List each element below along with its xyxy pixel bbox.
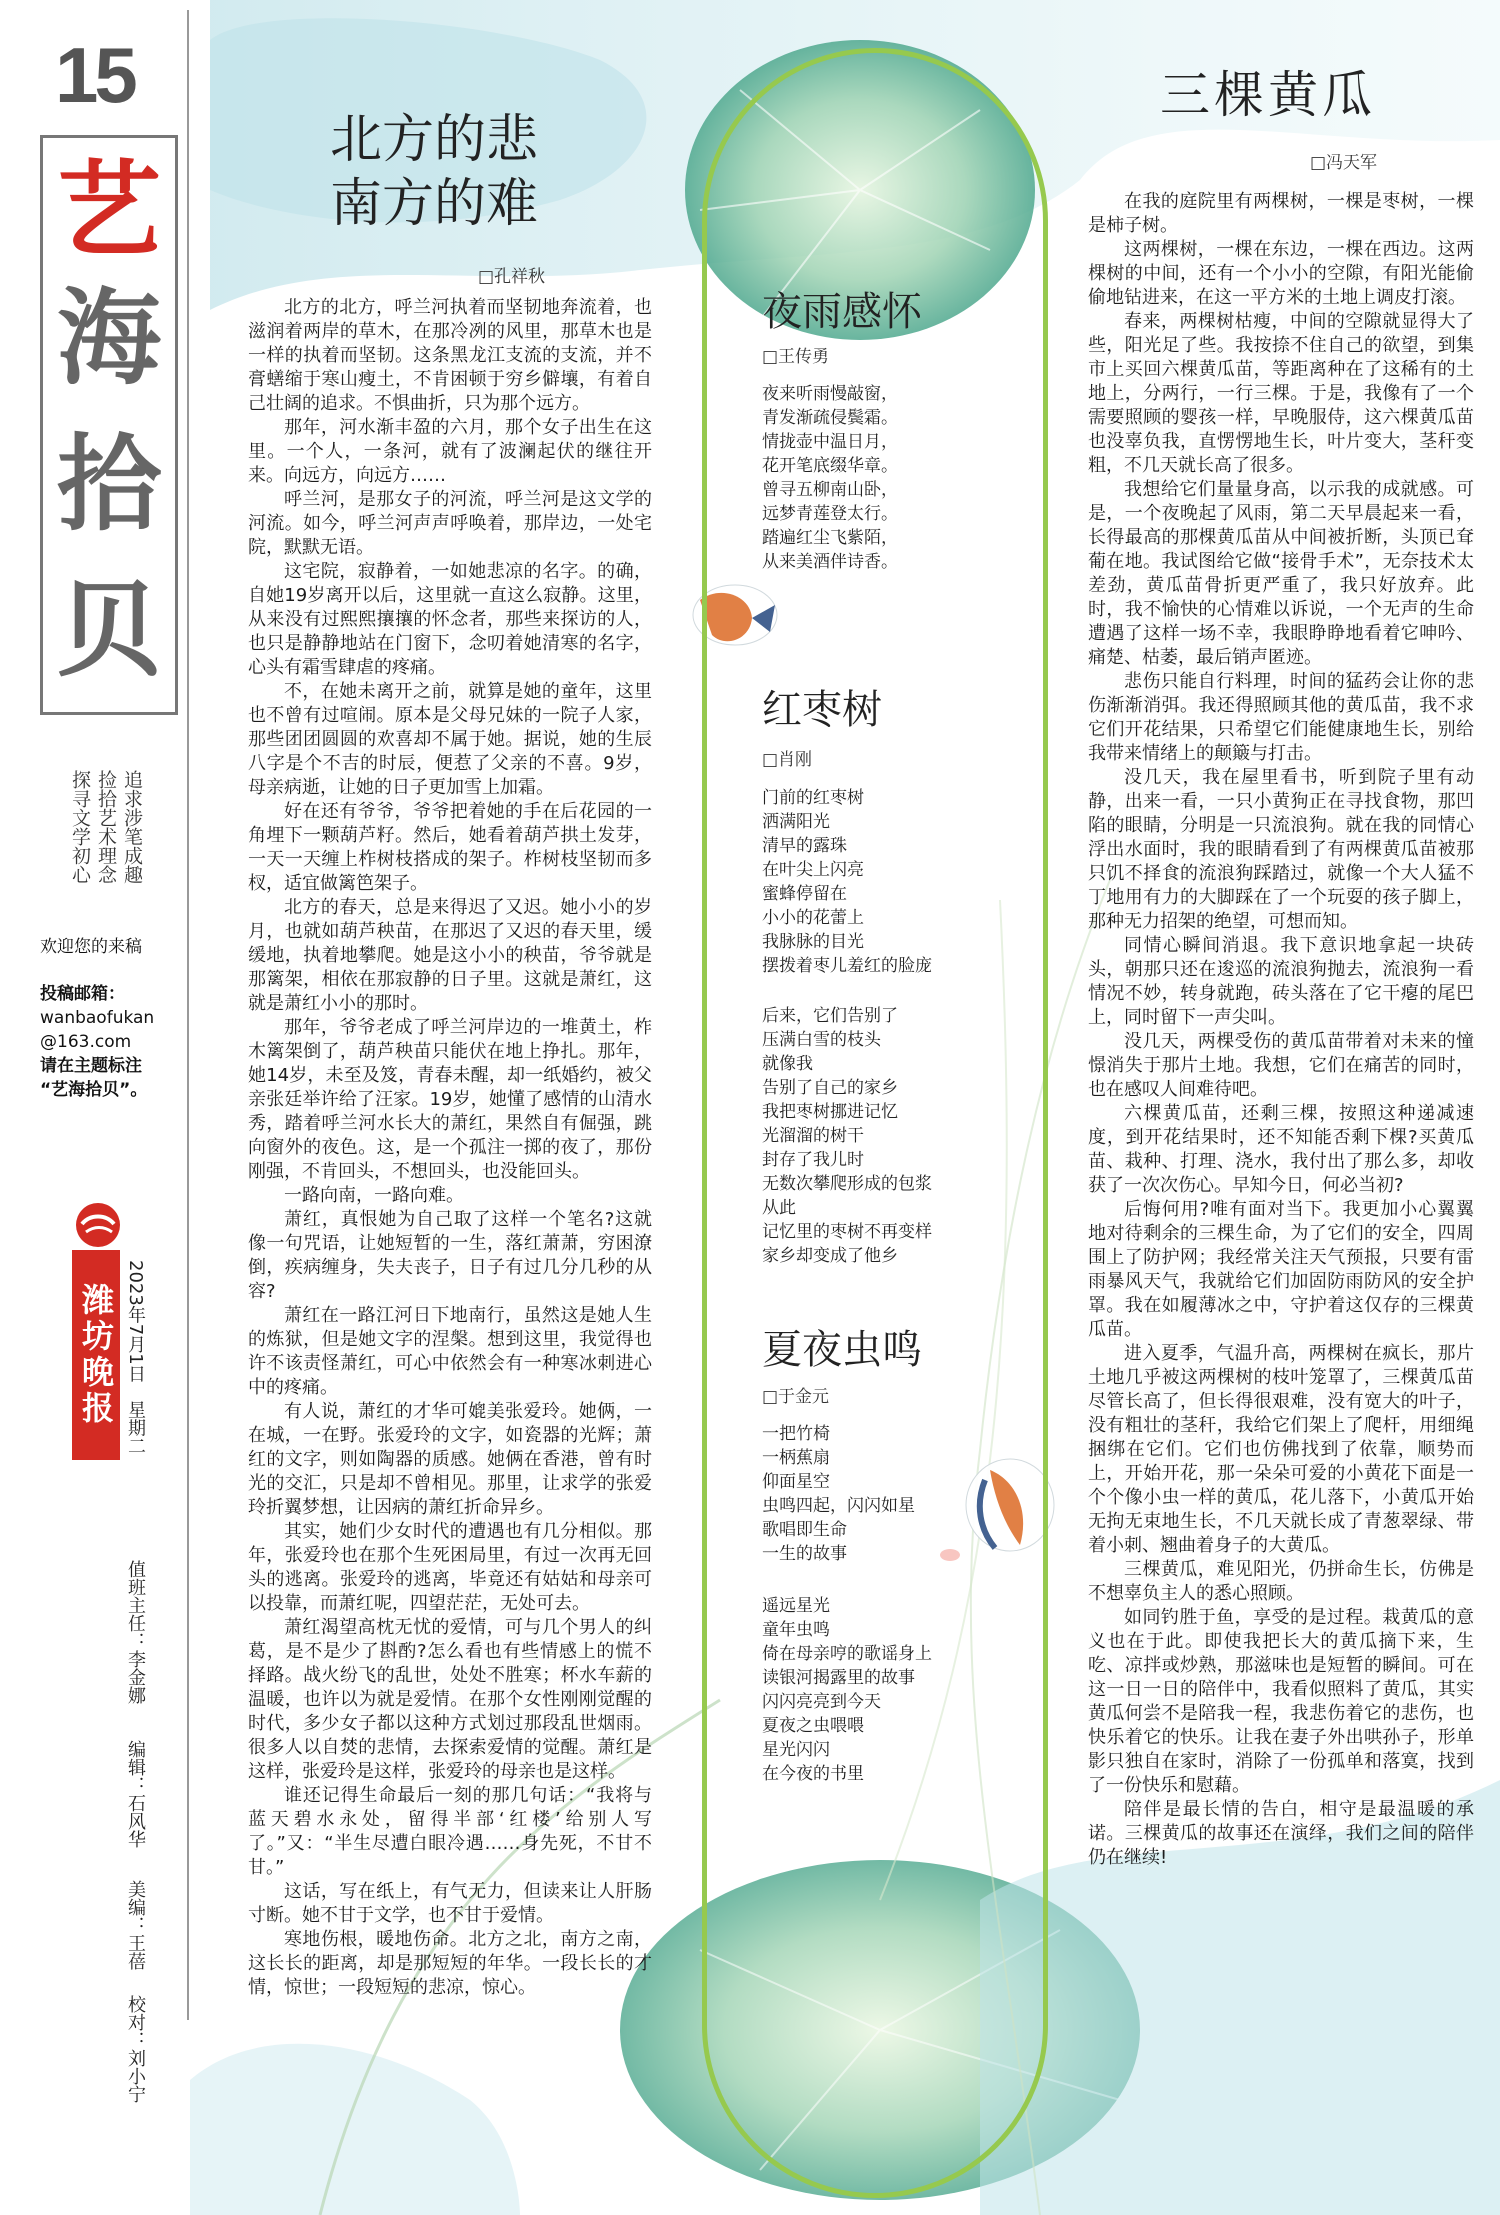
article3-paragraph: 六棵黄瓜苗，还剩三棵，按照这种递减速度，到开花结果时，还不知能否剩下棵?买黄瓜苗、栽种、打理、浇水，我付出了那么多，却收获了一次次伤心。早知今日，何必当初?	[1088, 1103, 1474, 1196]
article1-title	[330, 108, 538, 236]
issue-weekday: 星期二	[125, 1400, 146, 1455]
poem3-line: 读银河揭露里的故事	[762, 1668, 915, 1688]
article1-paragraph: 萧红，真恨她为自己取了这样一个笔名?这就像一句咒语，让她短暂的一生，落红萧萧，穷困潦倒，疾病缠身，失夫丧子，日子有过几分几秒的从容?	[248, 1209, 652, 1302]
poem2-line: 在叶尖上闪亮	[762, 860, 864, 880]
poem3-author: □于金元	[762, 1387, 830, 1407]
weifang-evening-news-logo-icon	[70, 1200, 126, 1250]
article3-paragraph: 悲伤只能自行料理，时间的猛药会让你的悲伤渐渐消弭。我还得照顾其他的黄瓜苗，我不求它们开花结果，只希望它们能健康地生长，别给我带来情绪上的颠簸与打击。	[1088, 671, 1474, 764]
article1-paragraph: 北方的春天，总是来得迟了又迟。她小小的岁月，也就如葫芦秧苗，在那迟了又迟的春天里，缓缓地，执着地攀爬。她是这小小的秧苗，爷爷就是那篱架，相依在那寂静的日子里。这就是萧红，这就是萧红小小的那时。	[248, 897, 652, 1014]
page-number: 15	[55, 31, 134, 119]
poem3-line: 歌唱即生命	[762, 1520, 847, 1540]
article3-paragraph: 进入夏季，气温升高，两棵树在疯长，那片土地几乎被这两棵树的枝叶笼罩了，三棵黄瓜苗尽管长高了，但长得很艰难，没有宽大的叶子，没有粗壮的茎秆，我给它们架上了爬杆，用细绳捆绑在它们。它们也仿佛找到了依靠，顺势而上，开始开花，那一朵朵可爱的小黄花下面是一个个像小虫一样的黄瓜，花儿落下，小黄瓜开始无拘无束地生长，不几天就长成了青葱翠绿、带着小刺、翘曲着身子的大黄瓜。	[1088, 1343, 1474, 1556]
poem2-line: 从此	[762, 1198, 796, 1218]
article3-paragraph: 三棵黄瓜，难见阳光，仍拼命生长，仿佛是不想辜负主人的悉心照顾。	[1088, 1559, 1474, 1604]
article1-paragraph: 寒地伤根，暖地伤命。北方之北，南方之南，这长长的距离，却是那短短的年华。一段长长的才情，惊世；一段短短的悲凉，惊心。	[248, 1929, 652, 1998]
article1-paragraph: 萧红渴望高枕无忧的爱情，可与几个男人的纠葛，是不是少了斟酌?怎么看也有些情感上的慌不择路。战火纷飞的乱世，处处不胜寒；杯水车薪的温暖，也许以为就是爱情。在那个女性刚刚觉醒的时代，多少女子都以这种方式划过那段乱世烟雨。很多人以自焚的悲情，去探索爱情的觉醒。萧红是这样，张爱玲是这样，张爱玲的母亲也是这样。	[248, 1617, 652, 1782]
poem1-line: 远梦青莲登太行。	[762, 504, 898, 524]
poem3-title: 夏夜虫鸣	[762, 1327, 922, 1373]
poem1-lines	[762, 382, 898, 574]
poem2-line: 摆拨着枣儿羞红的脸庞	[762, 956, 932, 976]
newspaper-name: 潍坊晚报	[72, 1250, 120, 1460]
poem3-line: 一柄蕉扇	[762, 1448, 830, 1468]
article1-paragraph: 有人说，萧红的才华可媲美张爱玲。她俩，一在城，一在野。张爱玲的文字，如瓷器的光辉；萧红的文字，则如陶器的质感。她俩在香港，曾有时光的交汇，只是却不曾相见。那里，让求学的张爱玲折翼梦想，让因病的萧红折命异乡。	[248, 1401, 652, 1518]
article1-paragraph: 这宅院，寂静着，一如她悲凉的名字。的确，自她19岁离开以后，这里就一直这么寂静。这里，从来没有过熙熙攘攘的怀念者，那些来探访的人，也只是静静地站在门窗下，念叨着她清寒的名字，心头有霜雪肆虐的疼痛。	[248, 561, 652, 678]
email-label: 投稿邮箱：	[40, 984, 125, 1004]
submission-note-2: “艺海拾贝”。	[40, 1080, 148, 1100]
email-line-1: wanbaofukan	[40, 1008, 155, 1028]
welcome-text: 欢迎您的来稿	[40, 937, 142, 957]
poem1-line: 从来美酒伴诗香。	[762, 552, 898, 572]
poem3-line: 闪闪亮亮到今天	[762, 1692, 881, 1712]
article1-paragraph: 那年，爷爷老成了呼兰河岸边的一堆黄土，柞木篱架倒了，葫芦秧苗只能伏在地上挣扎。那年，她14岁，未至及笈，青春未醒，却一纸婚约，被父亲张廷举许给了汪家。19岁，她懂了感情的山清水秀，踏着呼兰河水长大的萧红，果然自有倔强，跳向窗外的夜色。这，是一个孤注一掷的夜了，那份刚强，不肯回头，不想回头，也没能回头。	[248, 1017, 652, 1182]
poem2-line: 我脉脉的目光	[762, 932, 864, 952]
poem2-line: 家乡却变成了他乡	[762, 1246, 898, 1266]
article1-paragraph: 谁还记得生命最后一刻的那几句话：“我将与蓝天碧水永处，留得半部‘红楼’给别人写了。”又：“半生尽遭白眼冷遇……身先死，不甘不甘。”	[248, 1785, 652, 1878]
article1-paragraph: 不，在她未离开之前，就算是她的童年，这里也不曾有过喧闹。原本是父母兄妹的一院子人家，那些团团圆圆的欢喜却不属于她。据说，她的生辰八字是个不吉的时辰，便惹了父亲的不喜。9岁，母亲病逝，让她的日子更加雪上加霜。	[248, 681, 652, 798]
article1-paragraph: 萧红在一路江河日下地南行，虽然这是她人生的炼狱，但是她文字的涅槃。想到这里，我觉得也许不该责怪萧红，可心中依然会有一种寒冰刺进心中的疼痛。	[248, 1305, 652, 1398]
poem2-line: 告别了自己的家乡	[762, 1078, 898, 1098]
article1-body	[248, 296, 652, 2000]
proofreader: 校对：刘小宁	[125, 1995, 146, 2103]
motto-line-3: 探寻文学初心	[69, 770, 91, 884]
poem2-line: 压满白雪的枝头	[762, 1030, 881, 1050]
poem2-author: □肖刚	[762, 750, 813, 770]
poem2-line: 洒满阳光	[762, 812, 830, 832]
article1-paragraph: 呼兰河，是那女子的河流，呼兰河是这文学的河流。如今，呼兰河声声呼唤着，那岸边，一处宅院，默默无语。	[248, 489, 652, 558]
poem3-line: 一把竹椅	[762, 1424, 830, 1444]
poem2-line: 光溜溜的树干	[762, 1126, 864, 1146]
column-title-char-4: 贝	[56, 568, 161, 691]
email-line-2: @163.com	[40, 1032, 132, 1052]
article1-title-line-1: 北方的悲	[330, 110, 539, 170]
poem3-stanza-1	[762, 1422, 915, 1566]
poem1-title: 夜雨感怀	[762, 289, 922, 335]
poem3-stanza-2	[762, 1594, 932, 1786]
poem2-line: 清早的露珠	[762, 836, 847, 856]
poem1-line: 情拢壶中温日月，	[762, 432, 898, 452]
poem3-line: 倚在母亲哼的歌谣身上	[762, 1644, 932, 1664]
poem1-line: 花开笔底缀华章。	[762, 456, 898, 476]
poem1-line: 夜来听雨慢敲窗，	[762, 384, 898, 404]
article3-paragraph: 陪伴是最长情的告白，相守是最温暖的承诺。三棵黄瓜的故事还在演绎，我们之间的陪伴仍在继续!	[1088, 1799, 1474, 1868]
poem2-line: 我把枣树挪进记忆	[762, 1102, 898, 1122]
submission-note-1: 请在主题标注	[40, 1056, 142, 1076]
poem3-line: 遥远星光	[762, 1596, 830, 1616]
article3-paragraph: 春来，两棵树枯瘦，中间的空隙就显得大了些，阳光足了些。我按捺不住自己的欲望，到集市上买回六棵黄瓜苗，等距离种在了这稀有的土地上，分两行，一行三棵。于是，我像有了一个需要照顾的婴孩一样，早晚服侍，这六棵黄瓜苗也没辜负我，直愣愣地生长，叶片变大，茎秆变粗，不几天就长高了很多。	[1088, 311, 1474, 476]
poem2-line: 记忆里的枣树不再变样	[762, 1222, 932, 1242]
article3-paragraph: 我想给它们量量身高，以示我的成就感。可是，一个夜晚起了风雨，第二天早晨起来一看，长得最高的那棵黄瓜苗从中间被折断，头顶已耷葡在地。我试图给它做“接骨手术”，无奈技术太差劲，黄瓜苗骨折更严重了，我只好放弃。此时，我不愉快的心情难以诉说，一个无声的生命遭遇了这样一场不幸，我眼睁睁地看着它呻吟、痛楚、枯萎，最后销声匿迹。	[1088, 479, 1474, 668]
article1-title-line-2: 南方的难	[330, 174, 539, 234]
poem3-line: 虫鸣四起，闪闪如星	[762, 1496, 915, 1516]
motto-line-1: 追求涉笔成趣	[121, 770, 143, 884]
poem3-line: 童年虫鸣	[762, 1620, 830, 1640]
poem2-stanza-1	[762, 786, 932, 978]
column-title-char-3: 拾	[56, 422, 161, 545]
article3-paragraph: 后悔何用?唯有面对当下。我更加小心翼翼地对待剩余的三棵生命，为了它们的安全，四周围上了防护网；我经常关注天气预报，只要有雷雨暴风天气，我就给它们加固防雨防风的安全护罩。我在如履薄冰之中，守护着这仅存的三棵黄瓜苗。	[1088, 1199, 1474, 1340]
poem3-line: 星光闪闪	[762, 1740, 830, 1760]
poem2-line: 就像我	[762, 1054, 813, 1074]
poem1-line: 曾寻五柳南山卧，	[762, 480, 898, 500]
poem2-line: 无数次攀爬形成的包浆	[762, 1174, 932, 1194]
poem1-author: □王传勇	[762, 347, 830, 367]
article3-body	[1088, 190, 1474, 1870]
article3-paragraph: 同情心瞬间消退。我下意识地拿起一块砖头，朝那只还在逡巡的流浪狗抛去，流浪狗一看情况不妙，转身就跑，砖头落在了它干瘪的尾巴上，同时留下一声尖叫。	[1088, 935, 1474, 1028]
poem1-line: 青发渐疏侵鬓霜。	[762, 408, 898, 428]
poem3-line: 在今夜的书里	[762, 1764, 864, 1784]
poem2-line: 小小的花蕾上	[762, 908, 864, 928]
article1-paragraph: 好在还有爷爷，爷爷把着她的手在后花园的一角埋下一颗葫芦籽。然后，她看着葫芦拱土发芽，一天一天缠上柞树枝搭成的架子。柞树枝坚韧而多杈，适宜做篱笆架子。	[248, 801, 652, 894]
duty-editor: 值班主任：李金娜	[125, 1560, 146, 1704]
article3-paragraph: 没几天，两棵受伤的黄瓜苗带着对未来的憧憬消失于那片土地。我想，它们在痛苦的同时，也在感叹人间难待吧。	[1088, 1031, 1474, 1100]
article3-paragraph: 在我的庭院里有两棵树，一棵是枣树，一棵是柿子树。	[1088, 191, 1474, 236]
article3-title: 三棵黄瓜	[1160, 66, 1376, 124]
art-editor: 美编：王蓓	[125, 1880, 146, 1970]
poem2-line: 门前的红枣树	[762, 788, 864, 808]
motto-line-2: 捡拾艺术理念	[95, 770, 117, 884]
column-title-char-2: 海	[56, 276, 161, 399]
article3-paragraph: 如同钓胜于鱼，享受的是过程。栽黄瓜的意义也在于此。即使我把长大的黄瓜摘下来，生吃、凉拌或炒熟，那滋味也是短暂的瞬间。可在这一日一日的陪伴中，我看似照料了黄瓜，其实黄瓜何尝不是陪我一程，我悲伤着它的悲伤，也快乐着它的快乐。让我在妻子外出哄孙子，形单影只独自在家时，消除了一份孤单和落寞，找到了一份快乐和慰藉。	[1088, 1607, 1474, 1796]
poem3-line: 一生的故事	[762, 1544, 847, 1564]
article1-paragraph: 其实，她们少女时代的遭遇也有几分相似。那年，张爱玲也在那个生死困局里，有过一次再无回头的逃离。张爱玲的逃离，毕竟还有姑姑和母亲可以投靠，而萧红呢，四望茫茫，无处可去。	[248, 1521, 652, 1614]
editor: 编辑：石风华	[125, 1740, 146, 1848]
bottom-left-wash	[190, 2044, 520, 2215]
poem2-line: 封存了我儿时	[762, 1150, 864, 1170]
poem2-stanza-2	[762, 1004, 932, 1268]
article3-paragraph: 这两棵树，一棵在东边，一棵在西边。这两棵树的中间，还有一个小小的空隙，有阳光能偷偷地钻进来，在这一平方米的土地上调皮打滚。	[1088, 239, 1474, 308]
poem3-line: 夏夜之虫喂喂	[762, 1716, 864, 1736]
article1-paragraph: 一路向南，一路向难。	[284, 1185, 464, 1206]
article3-author: □冯天军	[1310, 153, 1378, 173]
column-title-char-1: 艺	[56, 148, 161, 271]
poem1-line: 踏遍红尘飞紫陌，	[762, 528, 898, 548]
poem2-line: 蜜蜂停留在	[762, 884, 847, 904]
article1-paragraph: 这话，写在纸上，有气无力，但读来让人肝肠寸断。她不甘于文学，也不甘于爱情。	[248, 1881, 652, 1926]
article1-paragraph: 那年，河水渐丰盈的六月，那个女子出生在这里。一个人，一条河，就有了波澜起伏的继往开来。向远方，向远方……	[248, 417, 652, 486]
article1-author: □孔祥秋	[478, 267, 546, 287]
poem2-title: 红枣树	[762, 687, 882, 733]
issue-date: 2023年7月1日 星期二	[125, 1260, 146, 1455]
poem2-line: 后来，它们告别了	[762, 1006, 898, 1026]
article3-paragraph: 没几天，我在屋里看书，听到院子里有动静，出来一看，一只小黄狗正在寻找食物，那凹陷的眼睛，分明是一只流浪狗。就在我的同情心浮出水面时，我的眼睛看到了有两棵黄瓜苗被那只饥不择食的流浪狗踩踏过，就像一个大人猛不丁地用有力的大脚踩在了一个玩耍的孩子脚上，那种无力招架的绝望，可想而知。	[1088, 767, 1474, 932]
poem3-line: 仰面星空	[762, 1472, 830, 1492]
article1-paragraph: 北方的北方，呼兰河执着而坚韧地奔流着，也滋润着两岸的草木，在那冷冽的风里，那草木也是一样的执着而坚韧。这条黑龙江支流的支流，并不膏蟮缩于寒山瘦土，不肯困顿于穷乡僻壤，有着自己壮阔的追求。不惧曲折，只为那个远方。	[248, 297, 652, 414]
